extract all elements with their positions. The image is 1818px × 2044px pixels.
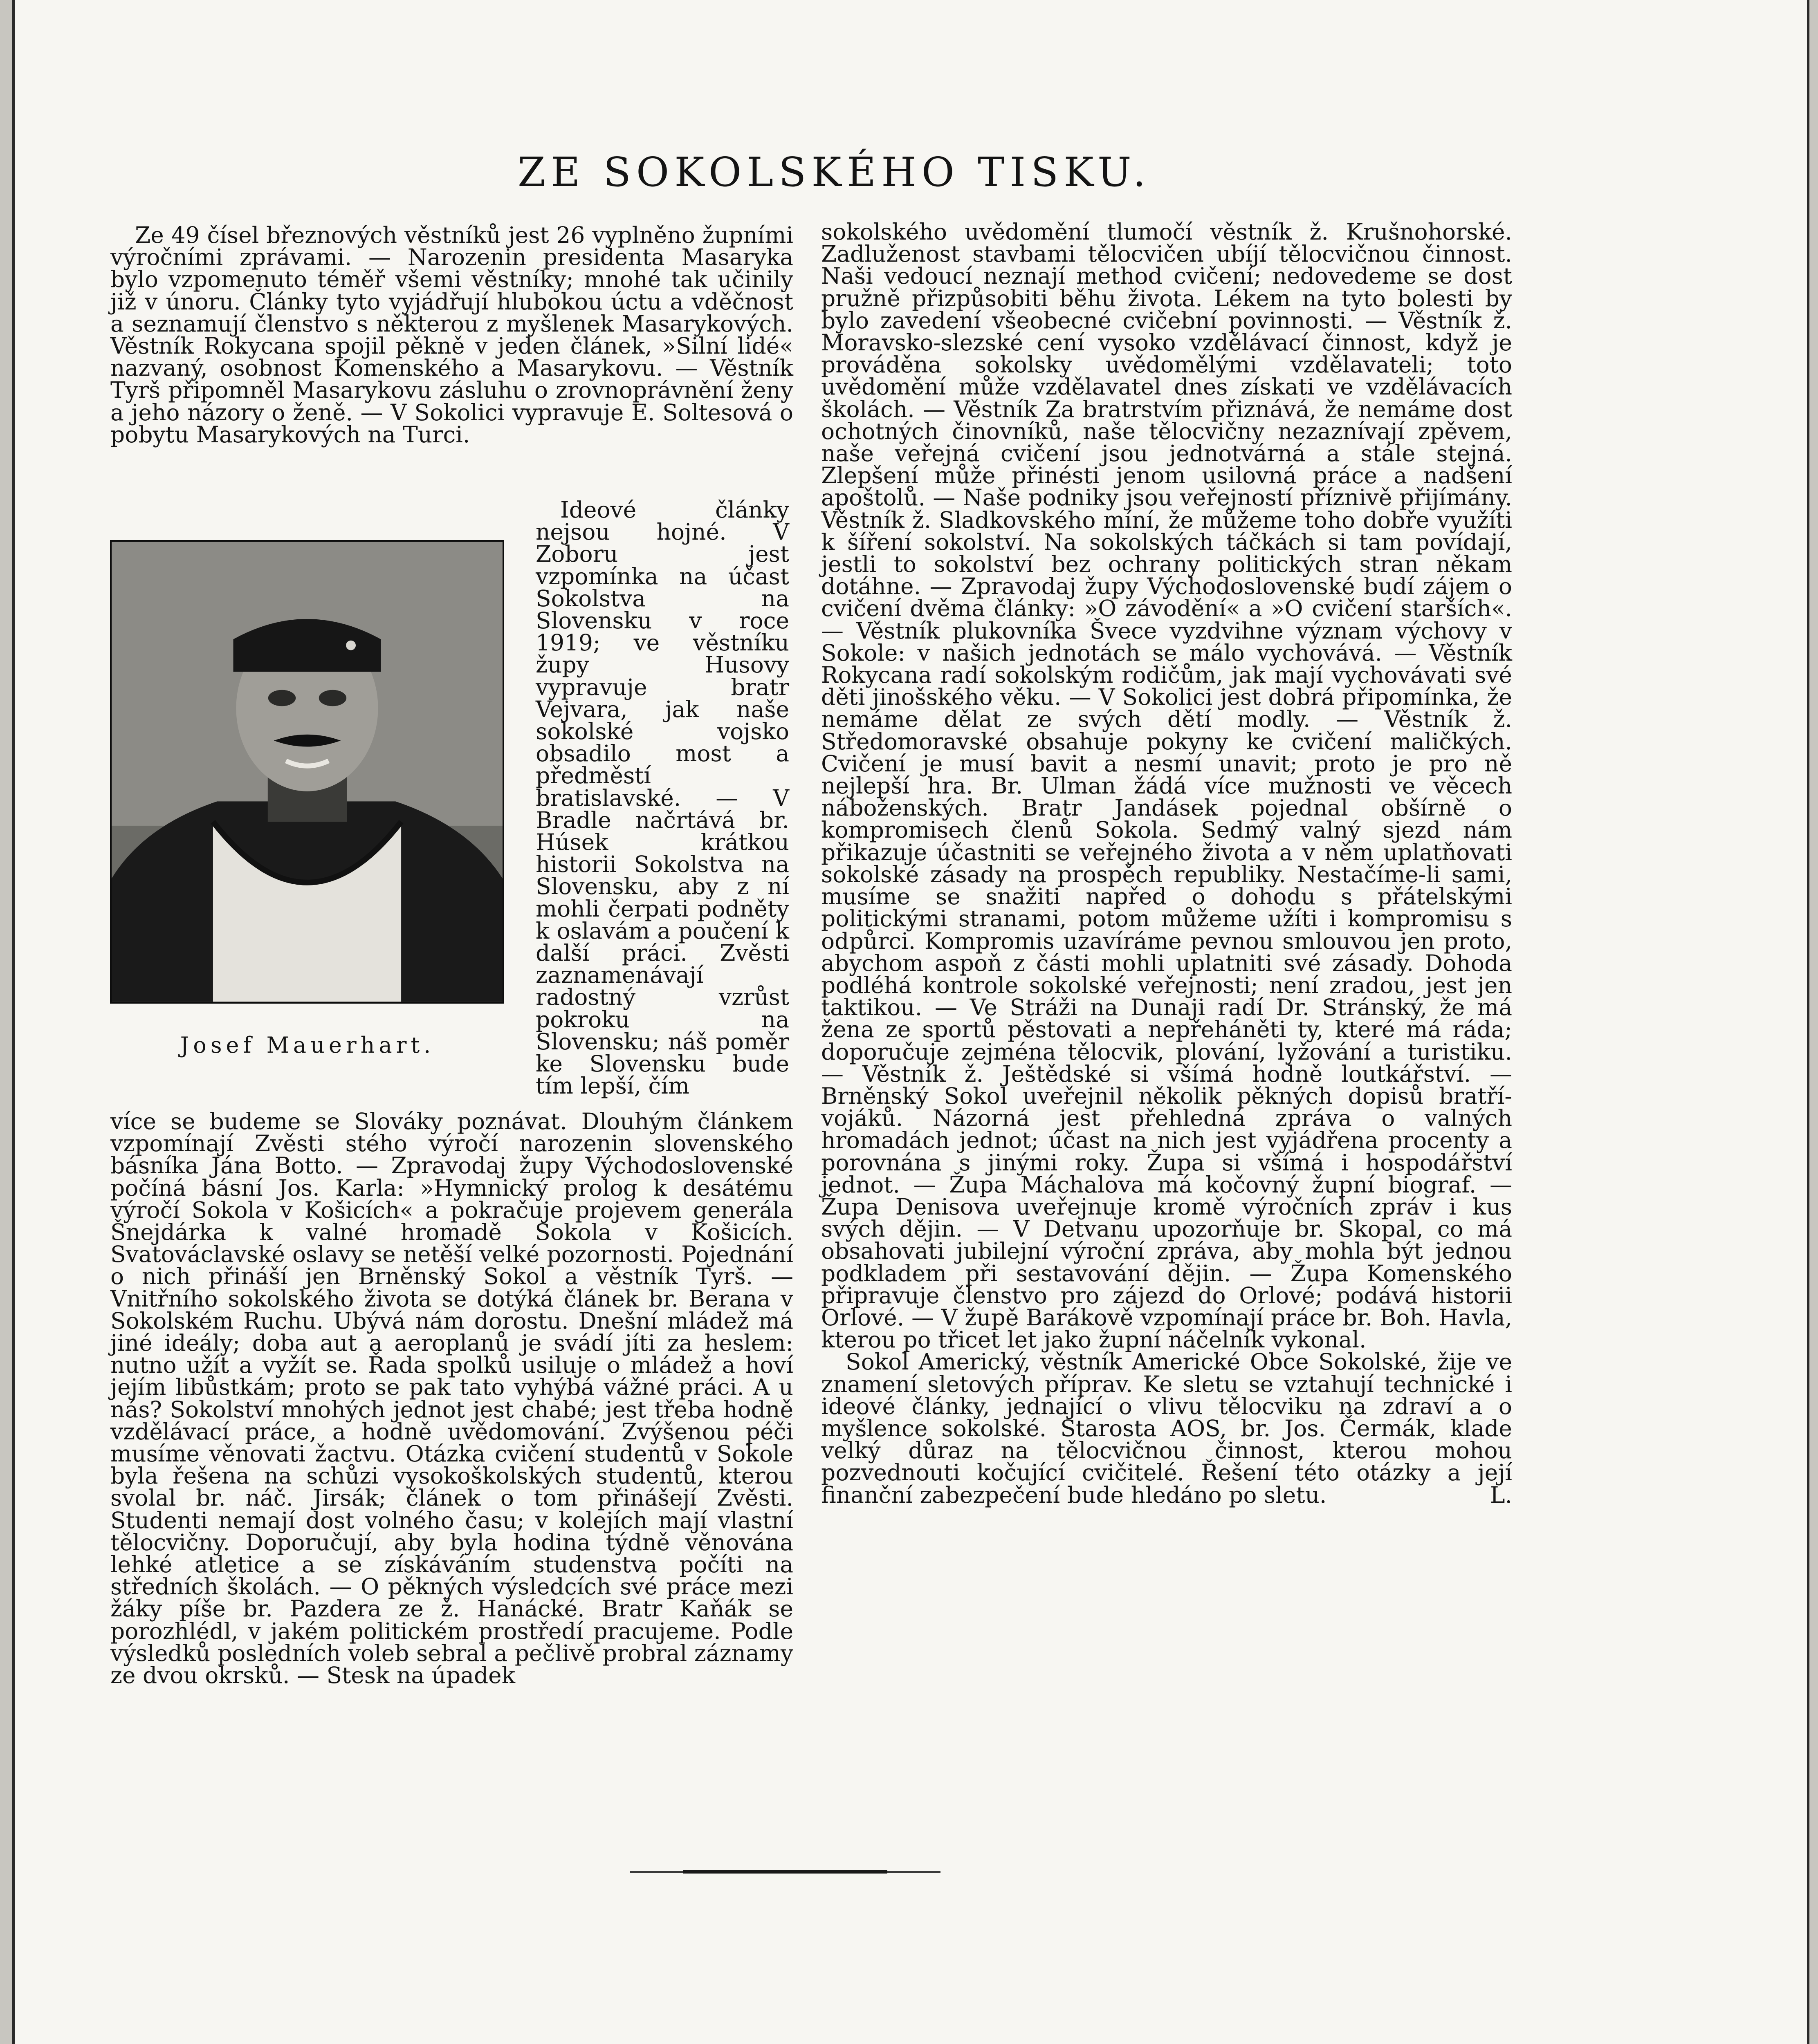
left-column-side-text [536, 499, 789, 1097]
scan-edge-left [0, 0, 12, 2044]
page-title: ZE SOKOLSKÉHO TISKU. [518, 149, 1151, 196]
paragraph-sokol-awareness: sokolského uvědomění tlumočí věstník ž. Krušnohorské. Zadluženost stavbami tělocvičen ubíjí tělocvičnou činnost. Naši vedoucí neznají method cvičení; nedovedeme se dost pružně přizpůsobiti běhu života. Lékem na tyto bolesti by bylo zavedení všeobecné cvičební povinnosti. — Věstník ž. Moravsko-slezské cení vysoko vzdělávací činnost, když je prováděna sokolsky uvědomělými vzdělavateli; toto uvědomění může vzdělavatel dnes získati ve vzdělávacích školách. — Věstník Za bratrstvím přiznává, že nemáme dost ochotných činovníků, naše tělocvičny nezaznívají zpěvem, naše veřejná cvičení jsou jednotvárná a stále stejná. Zlepšení může přinésti jenom usilovná práce a nadšení apoštolů. — Naše podniky jsou veřejností příznivě přijímány. Věstník ž. Sladkovského míní, že můžeme toho dobře využíti k šíření sokolství. Na sokolských táčkách si tam povídají, jestli to sokolství bez ochrany politických stran někam dotáhne. — Zpravodaj župy Východoslovenské budí zájem o cvičení dvěma články: »O závodění« a »O cvičení starších«. — Věstník plukovníka Švece vyzdvihne význam výchovy v Sokole: v našich jednotách se málo vychovává. — Věstník Rokycana radí sokolským rodičům, jak mají vychovávati své děti jinošského věku. — V Sokolici jest dobrá připomínka, že nemáme dělat ze svých dětí modly. — Věstník ž. Středomoravské obsahuje pokyny ke cvičení maličkých. Cvičení je musí bavit a nesmí unavit; proto je pro ně nejlepší hra. Br. Ulman žádá více mužnosti ve věcech náboženských. Bratr Jandásek pojednal obšírně o kompromisech členů Sokola. Sedmý valný sjezd nám přikazuje účastniti se veřejného života a v něm uplatňovati sokolské zásady na prospěch republiky. Nestačíme-li sami, musíme se snažiti napřed o dohodu s přátelskými politickými stranami, potom můžeme užíti i kompromisu s odpůrci. Kompromis uzavíráme pevnou smlouvou jen proto, abychom aspoň z části mohli uplatniti své zásady. Dohoda podléhá kontrole sokolské veřejnosti; není zradou, jest jen taktikou. — Ve Stráži na Dunaji radí Dr. Stránský, že má žena ze sportů pěstovati a nepřeháněti ty, které má ráda; doporučuje zejména tělocvik, plování, lyžování a turistiku. — Věstník ž. Ještědské si všímá hodně loutkářství. — Brněnský Sokol uveřejnil několik pěkných dopisů bratří-vojáků. Názorná jest přehledná zpráva o valných hromadách jednot; účast na nich jest vyjádřena procenty a porovnána s jinými roky. Župa si všímá i hospodářství jednot. — Župa Máchalova má kočovný župní biograf. — Župa Denisova uveřejnuje kromě výročních zpráv i kus svých dějin. — V Detvanu upozorňuje br. Skopal, co má obsahovati jubilejní výroční zpráva, aby mohla být jednou podkladem při sestavování dějin. — Župa Komenského připravuje členstvo pro zájezd do Orlové; podává historii Orlové. — V župě Barákově vzpomínají práce br. Boh. Havla, kterou po třicet let jako župní náčelník vykonal. [821, 219, 1512, 1353]
left-column-lower [110, 1108, 793, 1689]
author-signature: L. [1490, 1481, 1512, 1508]
right-column [821, 221, 1512, 1506]
photo-caption: Josef Mauerhart. [180, 1032, 435, 1058]
paragraph-american-sokol: Sokol Americký, věstník Americké Obce Sokolské, žije ve znamení sletových příprav. Ke sletu se vztahují technické i ideové články, jednající o vlivu tělocviku na zdraví a o myšlence sokolské. Starosta AOS, br. Jos. Čermák, klade velký důraz na tělocvičnou činnost, kterou mohou pozvednouti kočující cvičitelé. Řešení této otázky a její finanční zabezpečení bude hledáno po sletu. [821, 1349, 1512, 1508]
scan-edge-right [1809, 0, 1818, 2044]
portrait-photo [110, 540, 504, 1004]
paragraph-birthday-articles: Ze 49 čísel březnových věstníků jest 26 vyplněno župními výročními zprávami. — Narozenin presidenta Masaryka bylo vzpomenuto téměř všemi věstníky; mnohé tak učinily již v únoru. Články tyto vyjádřují hlubokou úctu a vděčnost a seznamují členstvo s některou z myšlenek Masarykových. Věstník Rokycana spojil pěkně v jeden článek, »Silní lidé« nazvaný, osobnost Komenského a Masarykovu. — Věstník Tyrš připomněl Masarykovu zásluhu o zrovnoprávnění ženy a jeho názory o ženě. — V Sokolici vypravuje E. Soltesová o pobytu Masarykových na Turci. [110, 222, 793, 448]
paragraph-ideological-articles: Ideové články nejsou hojné. V Zoboru jest vzpomínka na účast Sokolstva na Slovensku v roce 1919; ve věstníku župy Husovy vypravuje bratr Vejvara, jak naše sokolské vojsko obsadilo most a předměstí bratislavské. — V Bradle načrtává br. Húsek krátkou historii Sokolstva na Slovensku, aby z ní mohli čerpati podněty k oslavám a poučení k další práci. Zvěsti zaznamenávají radostný vzrůst pokroku na Slovensku; náš poměr ke Slovensku bude tím lepší, čím [536, 497, 789, 1099]
paragraph-slovak-relations: více se budeme se Slováky poznávat. Dlouhým článkem vzpomínají Zvěsti stého výročí narozenin slovenského básníka Jána Botto. — Zpravodaj župy Východoslovenské počíná básní Jos. Karla: »Hymnický prolog k desátému výročí Sokola v Košicích« a pokračuje projevem generála Šnejdárka k valné hromadě Sokola v Košicích. Svatováclavské oslavy se netěší velké pozornosti. Pojednání o nich přináší jen Brněnský Sokol a věstník Tyrš. — Vnitřního sokolského života se dotýká článek br. Berana v Sokolském Ruchu. Ubývá nám dorostu. Dnešní mládež má jiné ideály; doba aut a aeroplanů je svádí jíti za heslem: nutno užít a vyžít se. Řada spolků usiluje o mládež a hoví jejím libůstkám; proto se pak tato vyhýbá vážné práci. A u nás? Sokolství mnohých jednot jest chabé; jest třeba hodně vzdělávací práce, a hodně uvědomování. Zvýšenou péči musíme věnovati žactvu. Otázka cvičení studentů v Sokole byla řešena na schůzi vysokoškolských studentů, kterou svolal br. náč. Jirsák; článek o tom přinášejí Zvěsti. Studenti nemají dost volného času; v kolejích mají vlastní tělocvičny. Doporučují, aby byla hodina týdně věnována lehké atletice a se získáváním studenstva počíti na středních školách. — O pěkných výsledcích své práce mezi žáky píše br. Pazdera ze ž. Hanácké. Bratr Kaňák se porozhlédl, v jakém politickém prostředí pracujeme. Podle výsledků posledních voleb sebral a pečlivě probral záznamy ze dvou okrsků. — Stesk na úpadek [110, 1108, 793, 1689]
left-column-intro [110, 224, 793, 446]
section-end-rule [683, 1870, 887, 1874]
portrait-image [112, 542, 503, 1002]
